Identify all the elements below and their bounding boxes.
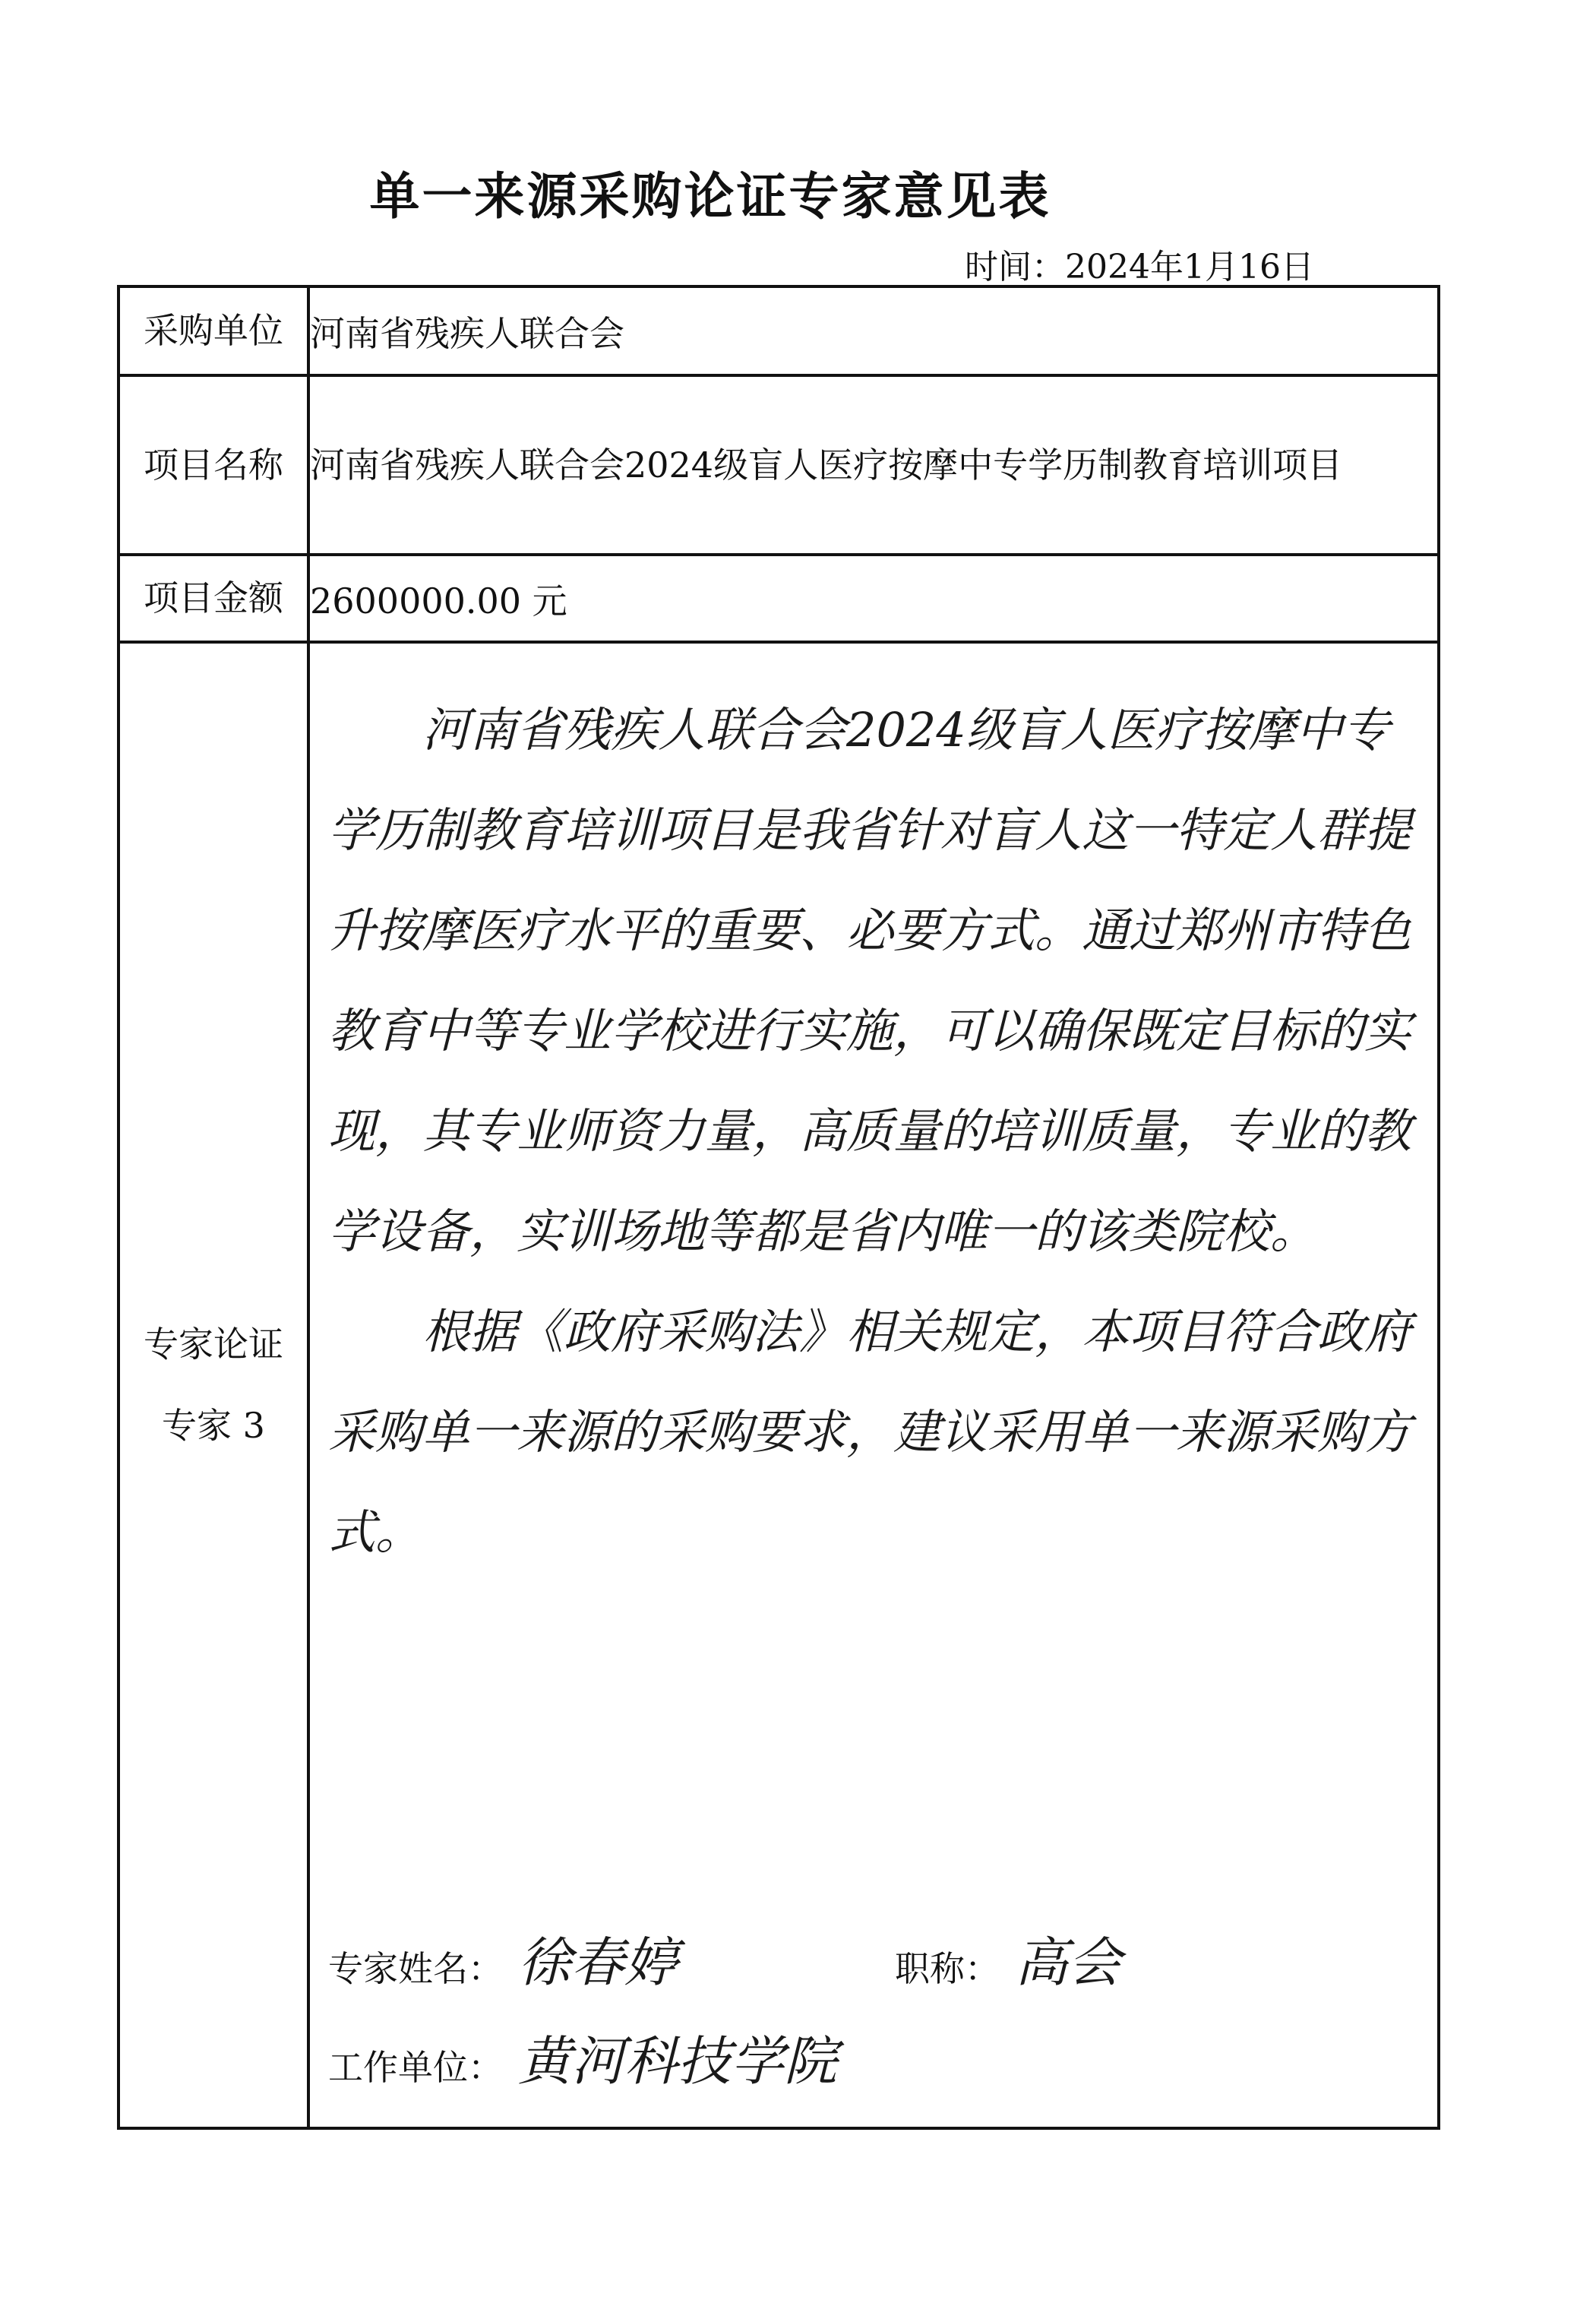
expert-name-label: 专家姓名： [328, 1948, 503, 1989]
opinion-label-line-1: 专家论证 [144, 1324, 283, 1365]
page-title: 单一来源采购论证专家意见表 [369, 166, 1051, 226]
project-amount-value: 2600000.00 元 [308, 555, 1439, 642]
opinion-paragraph-2: 根据《政府采购法》相关规定，本项目符合政府采购单一来源的采购要求，建议采用单一来源采购方式。 [328, 1304, 1412, 1560]
handwritten-opinion [328, 680, 1430, 1583]
date-line: 时间：2024年1月16日 [965, 248, 1314, 286]
title-row [895, 1920, 1121, 1997]
expert-name-signature: 徐春婷 [518, 1931, 678, 1994]
opinion-paragraph-1: 河南省残疾人联合会2024级盲人医疗按摩中专学历制教育培训项目是我省针对盲人这一特定人群提升按摩医疗水平的重要、必要方式。通过郑州市特色教育中等专业学校进行实施，可以确保既定目标的实现，其专业师资力量，高质量的培训质量，专业的教学设备，实训场地等都是省内唯一的该类院校。 [328, 702, 1412, 1259]
opinion-form-table [117, 285, 1440, 2130]
opinion-cell [308, 642, 1439, 2128]
title-label: 职称： [895, 1948, 1000, 1989]
workplace-signature: 黄河科技学院 [518, 2030, 837, 2093]
opinion-label-line-2: 专家 3 [162, 1405, 265, 1446]
table-row [119, 286, 1439, 375]
workplace-label: 工作单位： [328, 2047, 503, 2088]
project-amount-label: 项目金额 [119, 555, 308, 642]
project-name-value: 河南省残疾人联合会2024级盲人医疗按摩中专学历制教育培训项目 [308, 375, 1439, 555]
table-row [119, 375, 1439, 555]
purchaser-label: 采购单位 [119, 286, 308, 375]
table-row [119, 555, 1439, 642]
project-name-label: 项目名称 [119, 375, 308, 555]
expert-name-row [328, 1920, 678, 1997]
table-row [119, 642, 1439, 2128]
title-signature: 高会 [1015, 1931, 1121, 1994]
workplace-row [328, 2019, 837, 2096]
opinion-label [119, 642, 308, 2128]
purchaser-value: 河南省残疾人联合会 [308, 286, 1439, 375]
